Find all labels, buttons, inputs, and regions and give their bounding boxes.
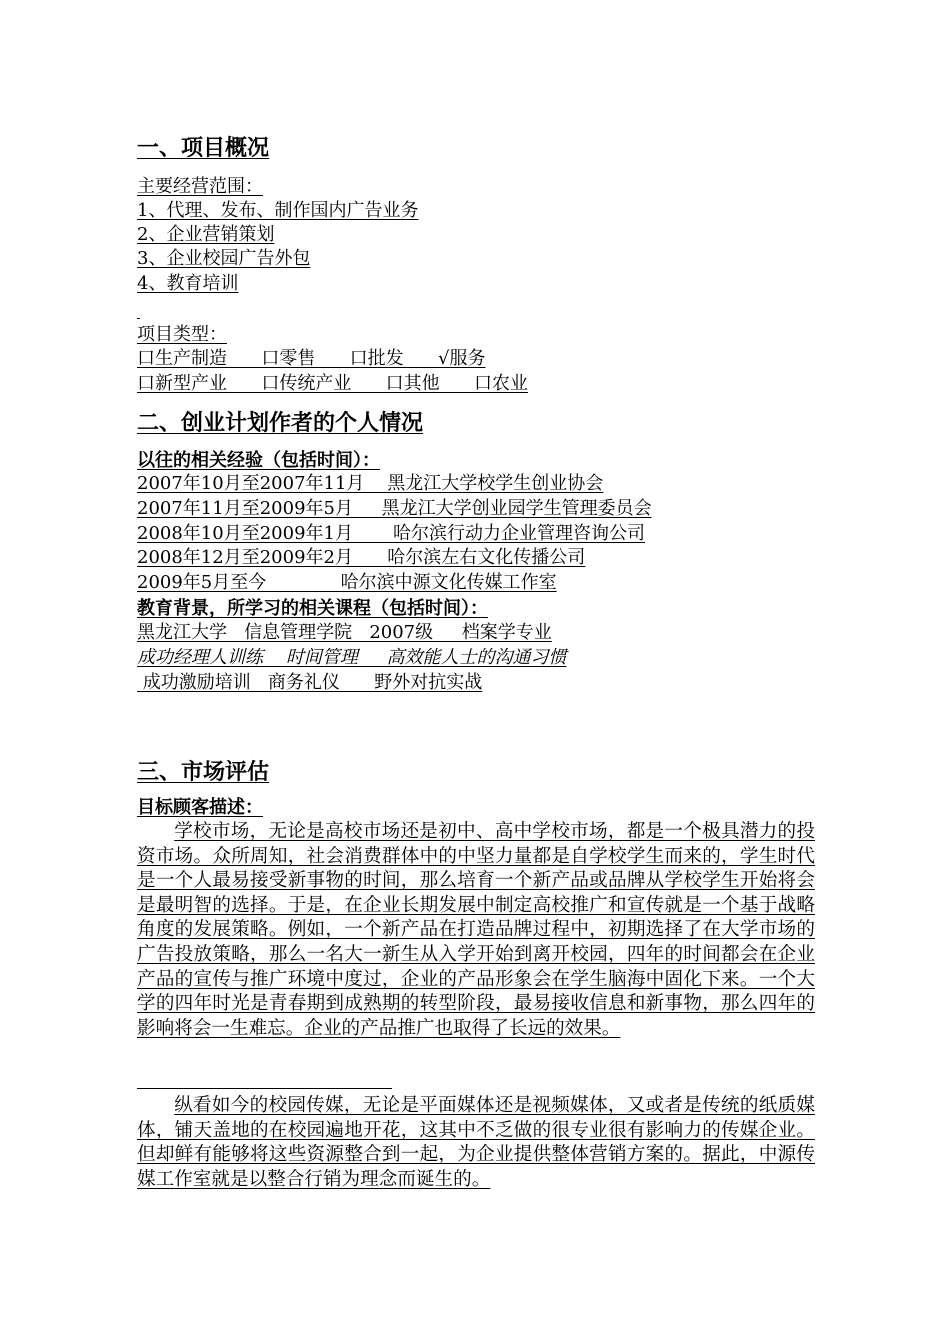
type-label: 项目类型： [137, 324, 227, 345]
section-1-title: 一、项目概况 [137, 135, 270, 161]
education-label: 教育背景，所学习的相关课程（包括时间）： [137, 598, 488, 619]
scope-item: 4、教育培训 [137, 273, 239, 294]
experience-item: 2007年11月至2009年5月 黑龙江大学创业园学生管理委员会 [137, 498, 652, 519]
experience-item: 2007年10月至2007年11月 黑龙江大学校学生创业协会 [137, 473, 604, 494]
courses-line: 成功激励培训 商务礼仪 野外对抗实战 [137, 672, 483, 693]
experience-label: 以往的相关经验（包括时间）： [137, 450, 380, 471]
section-2-title: 二、创业计划作者的个人情况 [137, 410, 424, 436]
paragraph-end-rule [137, 1088, 392, 1089]
experience-item: 2008年12月至2009年2月 哈尔滨左右文化传播公司 [137, 547, 586, 568]
scope-item: 1、代理、发布、制作国内广告业务 [137, 200, 419, 221]
paragraph-campus-media: 纵看如今的校园传媒，无论是平面媒体还是视频媒体，又或者是传统的纸质媒体，铺天盖地的在校园遍地开花，这其中不乏做的很专业很有影响力的传媒企业。但却鲜有能够将这些资源整合到一起，为企业提供整体营销方案的。据此，中源传媒工作室就是以整合行销为理念而诞生的。 [137, 1095, 815, 1190]
scope-item: 2、企业营销策划 [137, 224, 275, 245]
courses-italic-line: 成功经理人训练 时间管理 高效能人士的沟通习惯 [137, 647, 567, 668]
scope-label: 主要经营范围： [137, 176, 263, 197]
type-options-row-1: 口生产制造 口零售 口批发 √服务 [137, 348, 486, 369]
type-options-row-2: 口新型产业 口传统产业 口其他 口农业 [137, 373, 528, 394]
section-3-title: 三、市场评估 [137, 759, 270, 785]
blank-line-marker [137, 318, 140, 319]
paragraph-school-market: 学校市场，无论是高校市场还是初中、高中学校市场，都是一个极具潜力的投资市场。众所周知，社会消费群体中的中坚力量都是自学校学生而来的，学生时代是一个人最易接受新事物的时间，那么培育一个新产品或品牌从学校学生开始将会是最明智的选择。于是，在企业长期发展中制定高校推广和宣传就是一个基于战略角度的发展策略。例如，一个新产品在打造品牌过程中，初期选择了在大学市场的广告投放策略，那么一名大一新生从入学开始到离开校园，四年的时间都会在企业产品的宣传与推广环境中度过，企业的产品形象会在学生脑海中固化下来。一个大学的四年时光是青春期到成熟期的转型阶段，最易接收信息和新事物，那么四年的影响将会一生难忘。企业的产品推广也取得了长远的效果。 [137, 821, 815, 1039]
education-line: 黑龙江大学 信息管理学院 2007级 档案学专业 [137, 622, 552, 643]
target-customer-label: 目标顾客描述： [137, 797, 263, 818]
experience-item: 2009年5月至今 哈尔滨中源文化传媒工作室 [137, 572, 557, 593]
scope-item: 3、企业校园广告外包 [137, 248, 311, 269]
experience-item: 2008年10月至2009年1月 哈尔滨行动力企业管理咨询公司 [137, 523, 646, 544]
